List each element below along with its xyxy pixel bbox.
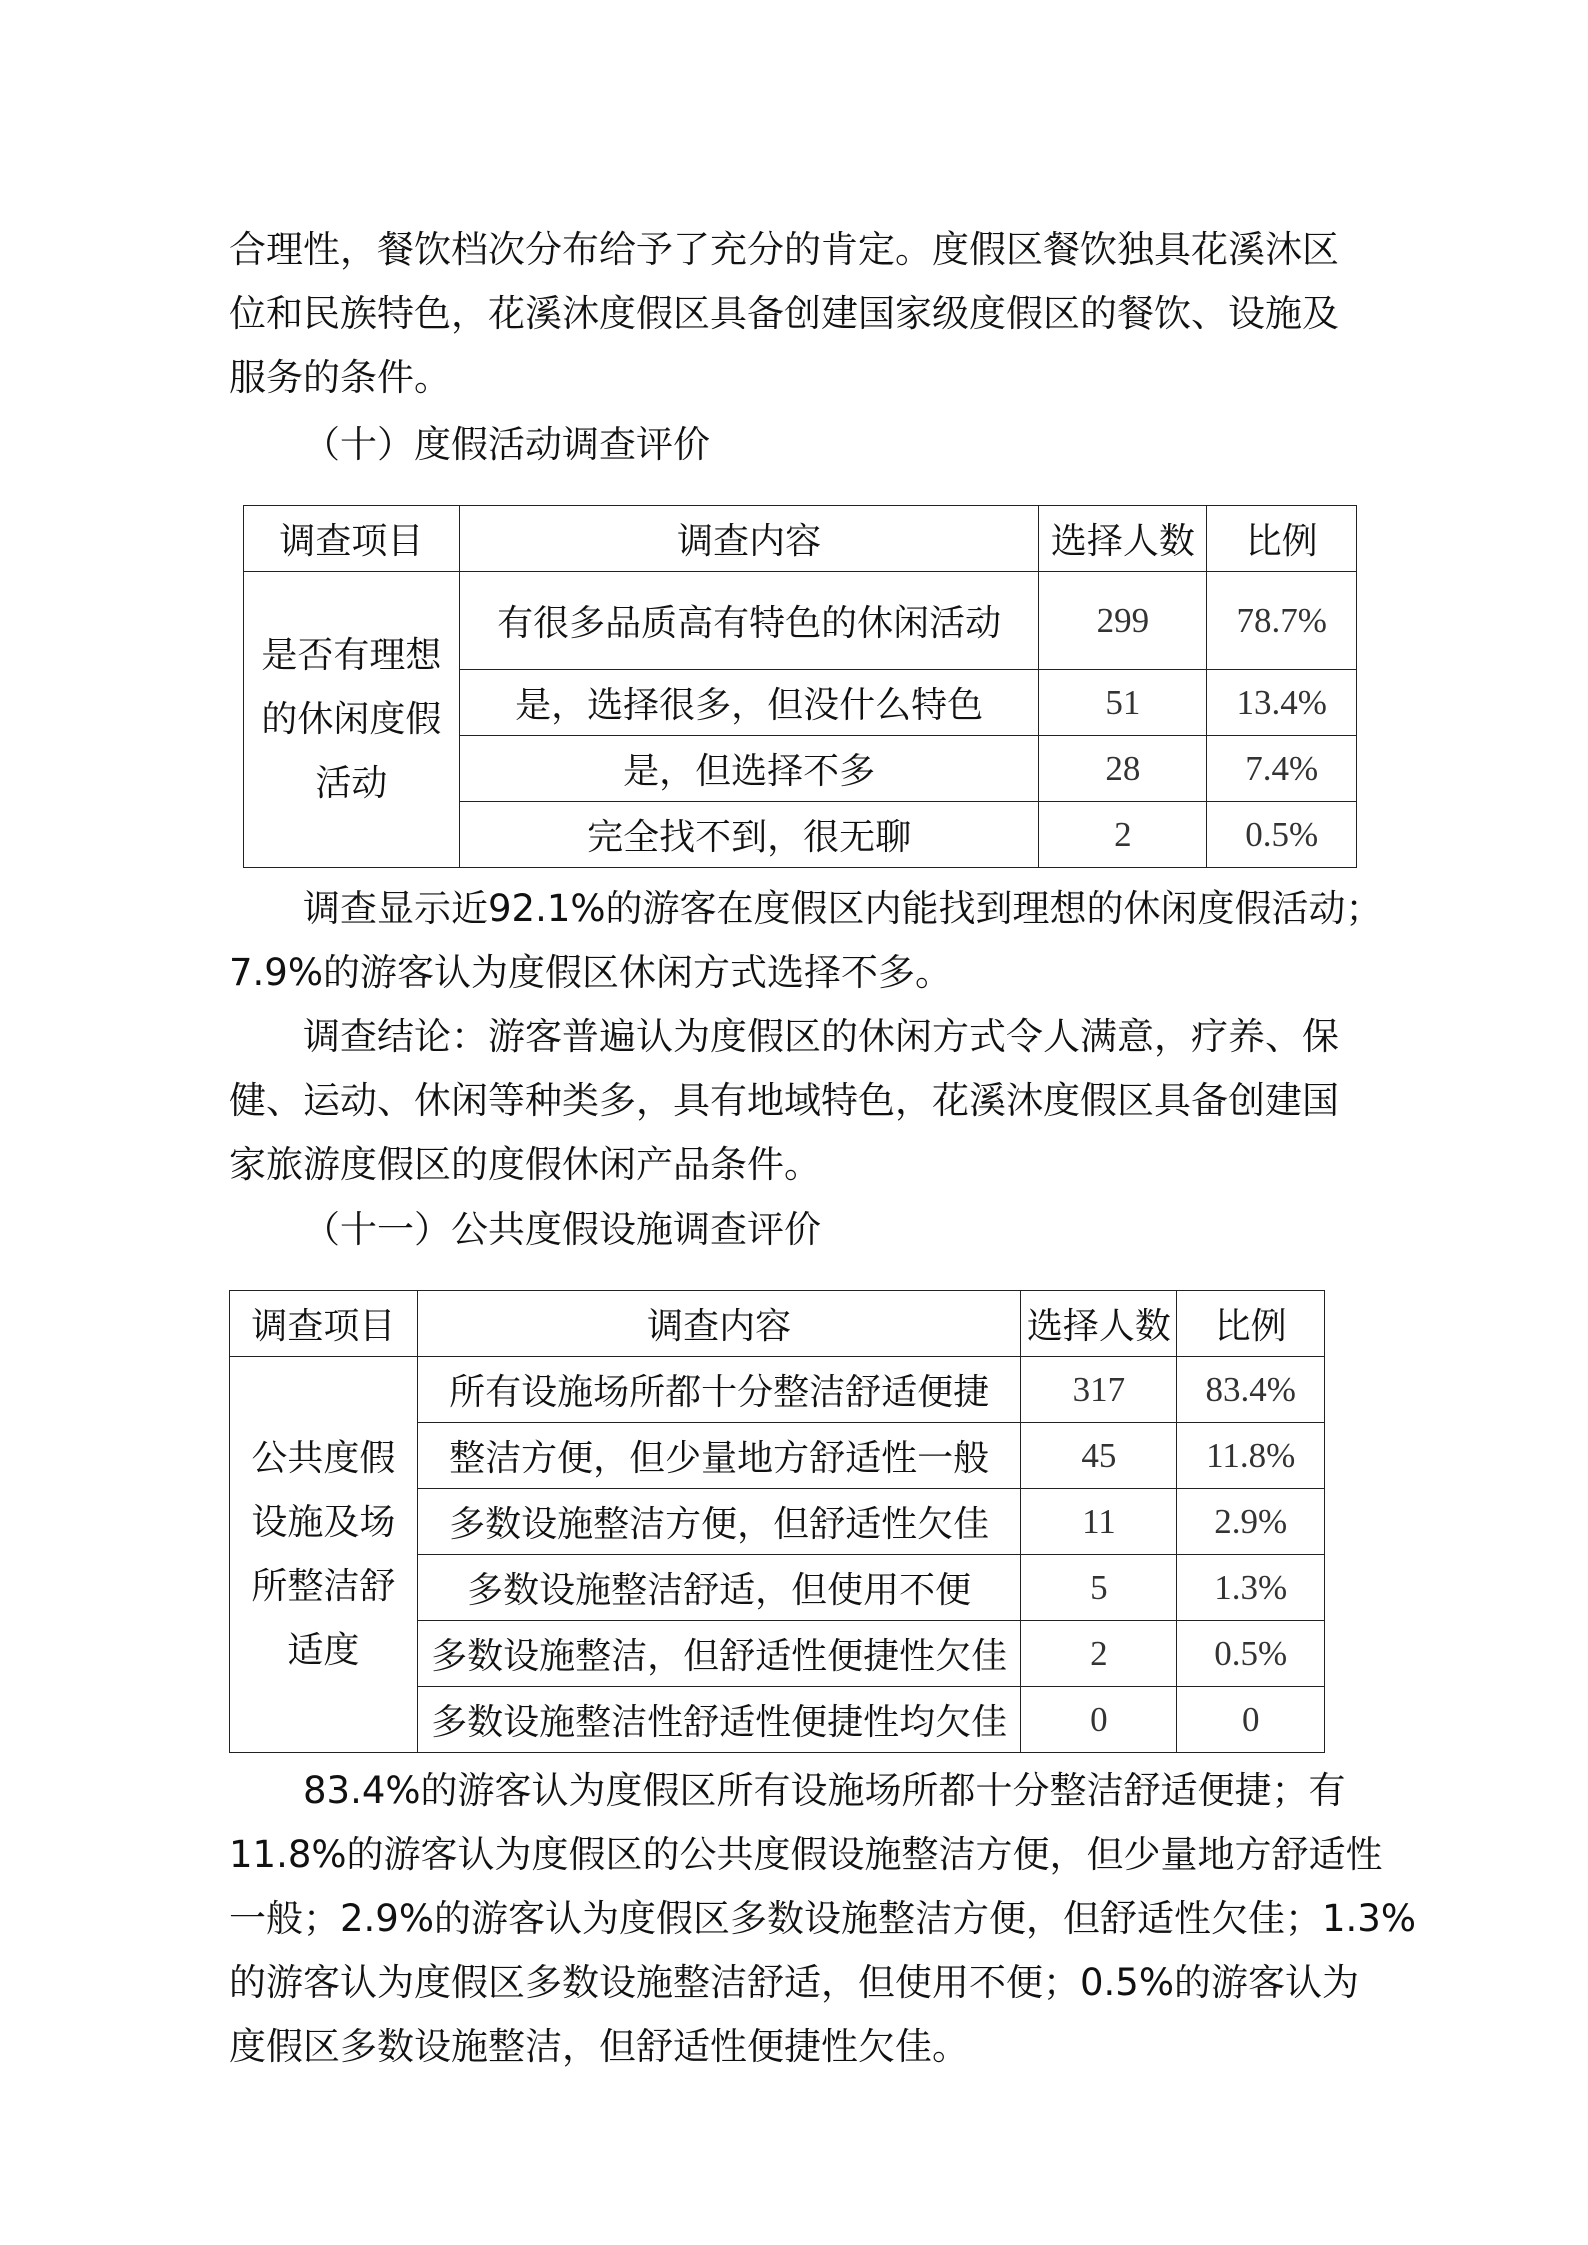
ratio-cell: 0	[1177, 1687, 1325, 1753]
content-cell: 多数设施整洁方便，但舒适性欠佳	[417, 1489, 1021, 1555]
summary-line: 的游客认为度假区多数设施整洁舒适，但使用不便；0.5%的游客认为	[229, 1961, 1359, 2004]
count-cell: 317	[1021, 1357, 1177, 1423]
section-10-heading: （十）度假活动调查评价	[303, 423, 710, 466]
survey-item-line: 活动	[315, 762, 388, 804]
survey-item-line: 是否有理想	[261, 634, 442, 676]
count-cell: 51	[1039, 670, 1207, 736]
conclusion-line: 调查结论：游客普遍认为度假区的休闲方式令人满意，疗养、保	[303, 1015, 1339, 1058]
content-cell: 完全找不到，很无聊	[459, 802, 1039, 868]
summary-line: 调查显示近92.1%的游客在度假区内能找到理想的休闲度假活动；	[303, 887, 1383, 930]
ratio-cell: 2.9%	[1177, 1489, 1325, 1555]
ratio-cell: 0.5%	[1177, 1621, 1325, 1687]
count-cell: 299	[1039, 572, 1207, 670]
content-cell: 所有设施场所都十分整洁舒适便捷	[417, 1357, 1021, 1423]
conclusion-line: 健、运动、休闲等种类多，具有地域特色，花溪沐度假区具备创建国	[229, 1079, 1339, 1122]
count-cell: 28	[1039, 736, 1207, 802]
count-cell: 11	[1021, 1489, 1177, 1555]
survey-item-line: 适度	[287, 1629, 360, 1671]
header-survey-item: 调查项目	[244, 506, 460, 572]
conclusion-line: 家旅游度假区的度假休闲产品条件。	[229, 1143, 821, 1186]
summary-line: 度假区多数设施整洁，但舒适性便捷性欠佳。	[229, 2025, 969, 2068]
survey-item-cell	[230, 1357, 418, 1753]
header-ratio: 比例	[1207, 506, 1357, 572]
ratio-cell: 7.4%	[1207, 736, 1357, 802]
ratio-cell: 13.4%	[1207, 670, 1357, 736]
count-cell: 0	[1021, 1687, 1177, 1753]
summary-line: 11.8%的游客认为度假区的公共度假设施整洁方便，但少量地方舒适性	[229, 1833, 1383, 1876]
content-cell: 是，选择很多，但没什么特色	[459, 670, 1039, 736]
summary-line: 一般；2.9%的游客认为度假区多数设施整洁方便，但舒适性欠佳；1.3%	[229, 1897, 1416, 1940]
count-cell: 5	[1021, 1555, 1177, 1621]
survey-item-line: 所整洁舒	[251, 1565, 396, 1607]
count-cell: 2	[1021, 1621, 1177, 1687]
table-row	[244, 572, 1357, 670]
section-11-heading: （十一）公共度假设施调查评价	[303, 1208, 821, 1251]
content-cell: 整洁方便，但少量地方舒适性一般	[417, 1423, 1021, 1489]
survey-item-line: 的休闲度假	[261, 698, 442, 740]
survey-item-line: 公共度假	[251, 1437, 396, 1479]
ratio-cell: 0.5%	[1207, 802, 1357, 868]
section-11-summary	[229, 1759, 1416, 2079]
count-cell: 45	[1021, 1423, 1177, 1489]
intro-paragraph	[229, 218, 1369, 410]
ratio-cell: 78.7%	[1207, 572, 1357, 670]
content-cell: 多数设施整洁性舒适性便捷性均欠佳	[417, 1687, 1021, 1753]
ratio-cell: 1.3%	[1177, 1555, 1325, 1621]
ratio-cell: 83.4%	[1177, 1357, 1325, 1423]
survey-item-line: 设施及场	[251, 1501, 396, 1543]
activity-survey-table	[243, 505, 1357, 868]
intro-line: 位和民族特色，花溪沐度假区具备创建国家级度假区的餐饮、设施及	[229, 292, 1339, 335]
count-cell: 2	[1039, 802, 1207, 868]
content-cell: 是，但选择不多	[459, 736, 1039, 802]
table-row	[230, 1357, 1325, 1423]
table-header-row	[244, 506, 1357, 572]
section-10-summary	[229, 877, 1383, 1005]
header-count: 选择人数	[1021, 1291, 1177, 1357]
content-cell: 多数设施整洁，但舒适性便捷性欠佳	[417, 1621, 1021, 1687]
header-count: 选择人数	[1039, 506, 1207, 572]
summary-line: 83.4%的游客认为度假区所有设施场所都十分整洁舒适便捷；有	[303, 1769, 1346, 1812]
content-cell: 多数设施整洁舒适，但使用不便	[417, 1555, 1021, 1621]
summary-line: 7.9%的游客认为度假区休闲方式选择不多。	[229, 951, 952, 994]
survey-item-cell	[244, 572, 460, 868]
content-cell: 有很多品质高有特色的休闲活动	[459, 572, 1039, 670]
facility-survey-table	[229, 1290, 1325, 1753]
header-ratio: 比例	[1177, 1291, 1325, 1357]
ratio-cell: 11.8%	[1177, 1423, 1325, 1489]
header-survey-content: 调查内容	[459, 506, 1039, 572]
header-survey-content: 调查内容	[417, 1291, 1021, 1357]
header-survey-item: 调查项目	[230, 1291, 418, 1357]
intro-line: 合理性，餐饮档次分布给予了充分的肯定。度假区餐饮独具花溪沐区	[229, 228, 1339, 271]
table-header-row	[230, 1291, 1325, 1357]
intro-line: 服务的条件。	[229, 356, 451, 399]
section-10-conclusion	[229, 1005, 1369, 1197]
